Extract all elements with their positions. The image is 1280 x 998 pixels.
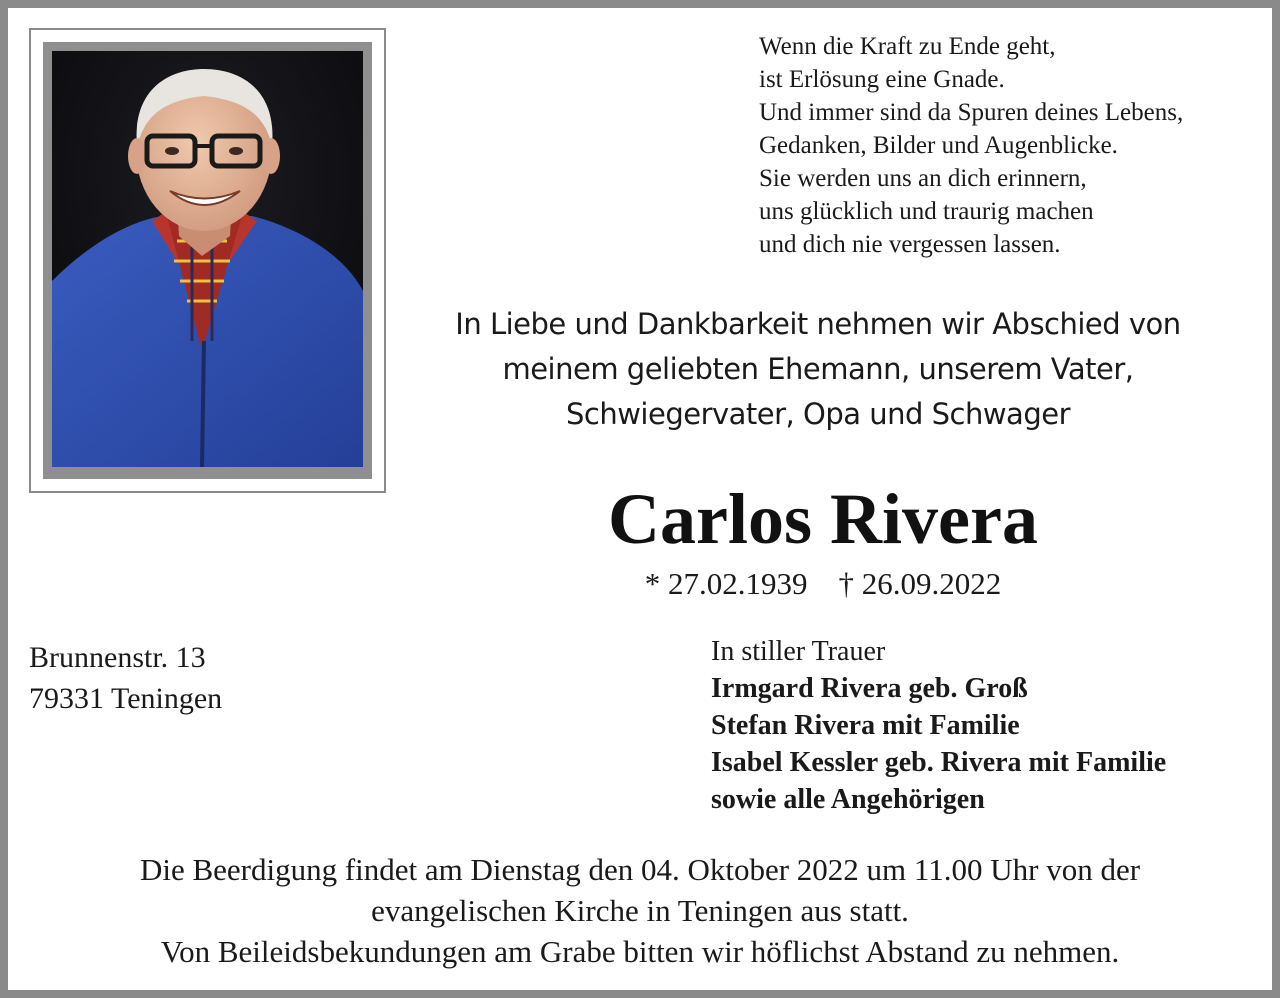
memorial-poem <box>759 30 1183 261</box>
address-city: 79331 Teningen <box>29 682 223 715</box>
mourner-name: Irmgard Rivera geb. Groß <box>711 673 1028 704</box>
mourner-name: sowie alle Angehörigen <box>711 784 985 815</box>
birth-date: * 27.02.1939 <box>644 566 808 601</box>
family-address <box>29 637 222 719</box>
farewell-intro <box>400 302 1236 437</box>
death-date: † 26.09.2022 <box>838 566 1002 601</box>
intro-line: meinem geliebten Ehemann, unserem Vater, <box>502 352 1134 386</box>
funeral-line: Die Beerdigung findet am Dienstag den 04. Oktober 2022 um 11.00 Uhr von der <box>139 852 1141 887</box>
poem-line: ist Erlösung eine Gnade. <box>759 66 1005 93</box>
poem-line: Sie werden uns an dich erinnern, <box>759 165 1087 192</box>
portrait-mat <box>43 42 372 479</box>
portrait-photo <box>52 51 363 467</box>
poem-line: Wenn die Kraft zu Ende geht, <box>759 33 1056 60</box>
intro-line: Schwiegervater, Opa und Schwager <box>565 397 1071 431</box>
intro-line: In Liebe und Dankbarkeit nehmen wir Abschied von <box>455 307 1181 341</box>
poem-line: Und immer sind da Spuren deines Lebens, <box>759 99 1184 126</box>
mourners-block <box>711 633 1166 818</box>
address-street: Brunnenstr. 13 <box>29 641 206 674</box>
mourner-name: Stefan Rivera mit Familie <box>711 710 1020 741</box>
mourner-name: Isabel Kessler geb. Rivera mit Familie <box>711 747 1167 778</box>
funeral-line: Von Beileidsbekundungen am Grabe bitten wir höflichst Abstand zu nehmen. <box>160 934 1120 969</box>
poem-line: uns glücklich und traurig machen <box>759 198 1094 225</box>
funeral-notice <box>40 849 1240 972</box>
portrait-illustration <box>52 51 363 467</box>
poem-line: und dich nie vergessen lassen. <box>759 231 1061 258</box>
life-dates <box>400 562 1246 606</box>
mourners-heading: In stiller Trauer <box>711 636 886 667</box>
portrait-frame <box>29 28 386 493</box>
deceased-name: Carlos Rivera <box>608 479 1038 559</box>
poem-line: Gedanken, Bilder und Augenblicke. <box>759 132 1118 159</box>
funeral-line: evangelischen Kirche in Teningen aus statt. <box>371 893 909 928</box>
